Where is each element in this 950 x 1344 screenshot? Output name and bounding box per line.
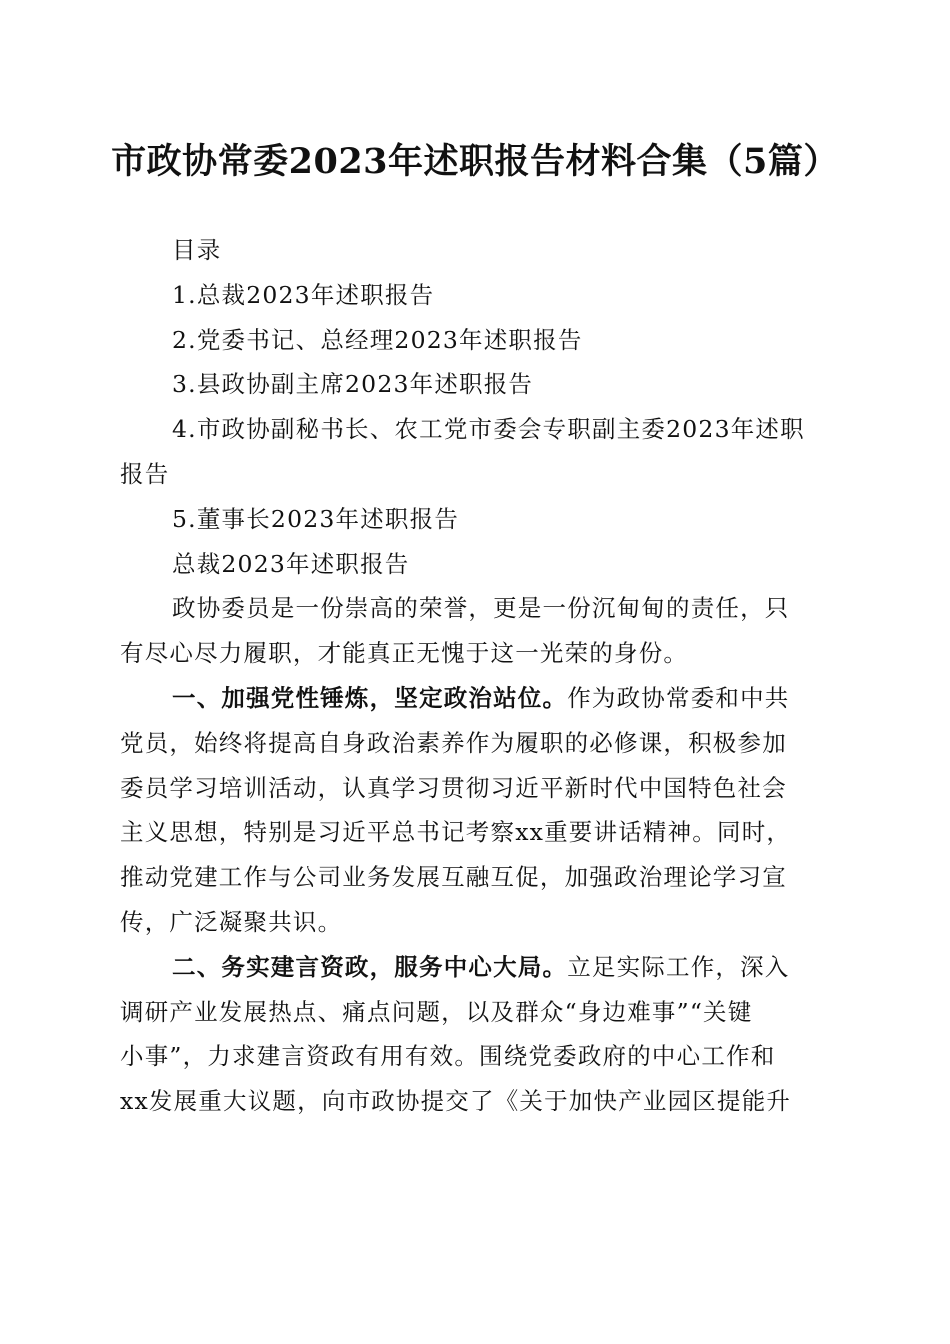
- document-title: 市政协常委2023年述职报告材料合集（5篇）: [111, 141, 839, 182]
- intro-line-1: 政协委员是一份崇高的荣誉，更是一份沉甸甸的责任，只: [172, 594, 790, 623]
- point-1-line-6: 传，广泛凝聚共识。: [120, 907, 343, 936]
- point-2-line-1-rest: 立足实际工作，深入: [567, 952, 790, 981]
- toc-item-3: 3.县政协副主席2023年述职报告: [172, 370, 534, 399]
- point-1-heading: 一、加强党性锤炼，坚定政治站位。: [172, 683, 568, 712]
- point-1-line-4: 主义思想，特别是习近平总书记考察xx重要讲话精神。同时，: [120, 818, 792, 847]
- point-2-paragraph: [120, 945, 826, 1124]
- point-1-paragraph: [120, 676, 826, 945]
- toc-item-4: 4.市政协副秘书长、农工党市委会专职副主委2023年述职: [172, 415, 805, 444]
- point-1-line-1: [120, 676, 826, 721]
- point-2-line-3: 小事”，力求建言资政有用有效。围绕党委政府的中心工作和: [120, 1042, 776, 1071]
- toc-item-1: 1.总裁2023年述职报告: [172, 280, 435, 309]
- point-2-line-1: [120, 945, 826, 990]
- point-1-line-2: 党员，始终将提高自身政治素养作为履职的必修课，积极参加: [120, 728, 787, 757]
- document-body: [120, 228, 826, 1124]
- intro-paragraph: [120, 586, 826, 676]
- section-title: 总裁2023年述职报告: [172, 549, 410, 578]
- point-1-line-3: 委员学习培训活动，认真学习贯彻习近平新时代中国特色社会: [120, 773, 787, 802]
- point-2-heading: 二、务实建言资政，服务中心大局。: [172, 952, 568, 981]
- toc-heading: 目录: [172, 236, 222, 264]
- toc-item-4-continued: 报告: [120, 459, 170, 488]
- intro-line-2: 有尽心尽力履职，才能真正无愧于这一光荣的身份。: [120, 639, 689, 668]
- toc-item-5: 5.董事长2023年述职报告: [172, 504, 460, 533]
- point-2-line-4: xx发展重大议题，向市政协提交了《关于加快产业园区提能升: [120, 1087, 792, 1116]
- point-2-line-2: 调研产业发展热点、痛点问题，以及群众“身边难事”“关键: [120, 997, 753, 1026]
- point-1-line-5: 推动党建工作与公司业务发展互融互促，加强政治理论学习宣: [120, 863, 787, 892]
- toc-item-2: 2.党委书记、总经理2023年述职报告: [172, 325, 583, 354]
- point-1-line-1-rest: 作为政协常委和中共: [567, 683, 790, 712]
